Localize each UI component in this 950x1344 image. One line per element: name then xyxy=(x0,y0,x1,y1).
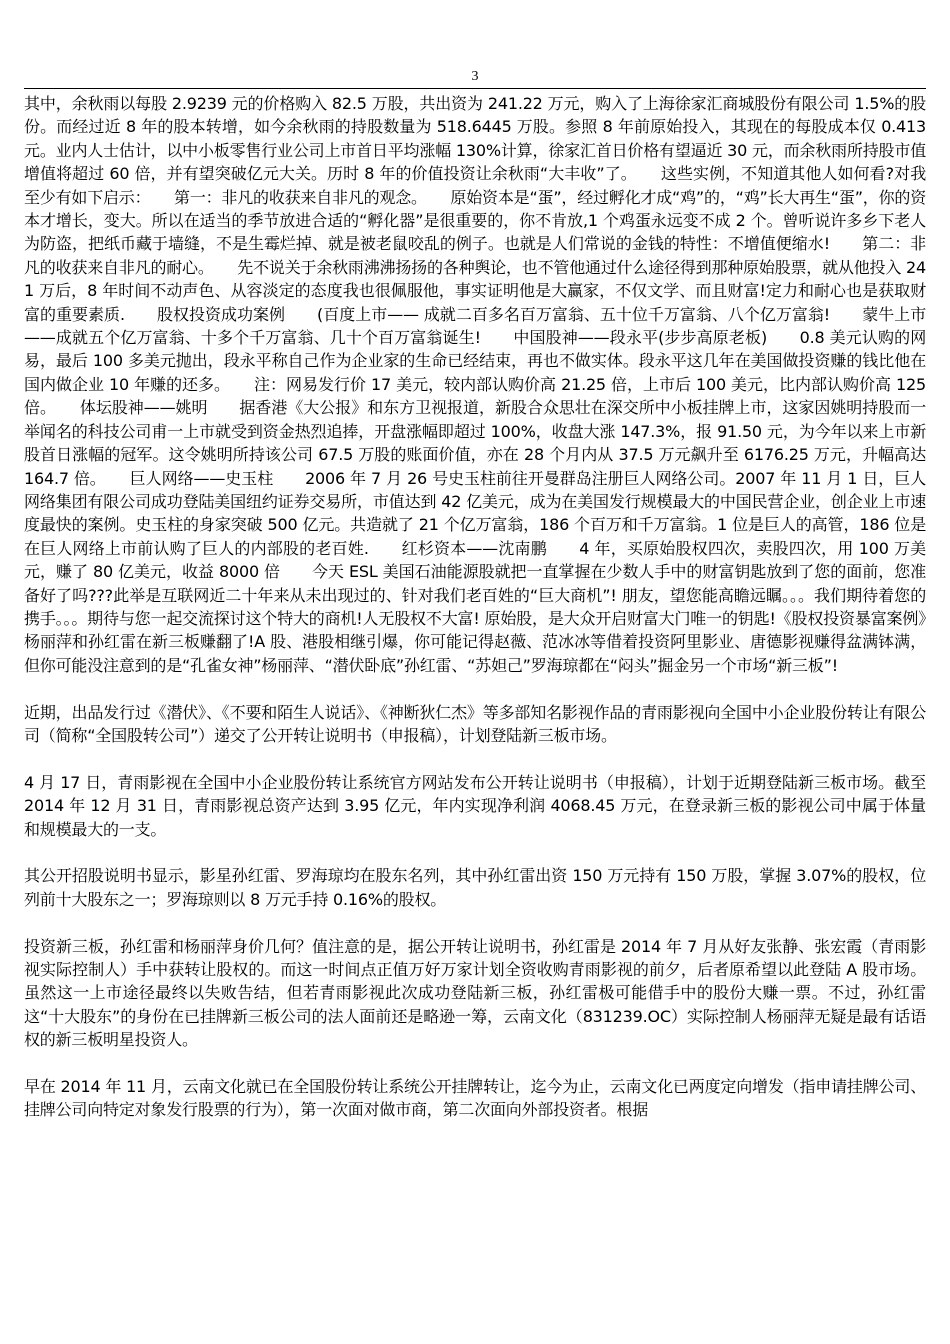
paragraph-1: 其中，余秋雨以每股 2.9239 元的价格购入 82.5 万股，共出资为 241.22 万元，购入了上海徐家汇商城股份有限公司 1.5%的股份。而经过近 8 年的股本转增，如今余秋雨的持股数量为 518.6445 万股。参照 8 年前原始投入，其现在的每股成本仅 0.413 元。业内人士估计，以中小板零售行业公司上市首日平均涨幅 130%计算，徐家汇首日价格有望逼近 30 元，而余秋雨所持股市值增值将超过 60 倍，并有望突破亿元大关。历时 8 年的价值投资让余秋雨“大丰收”了。 这些实例，不知道其他人如何看?对我至少有如下启示： 第一：非凡的收获来自非凡的观念。 原始资本是“蛋”，经过孵化才成“鸡”的，“鸡”长大再生“蛋”，你的资本才增长，变大。所以在适当的季节放进合适的“孵化器”是很重要的，你不肯放,1 个鸡蛋永远变不成 2 个。曾听说许多乡下老人为防盗，把纸币藏于墙缝，不是生霉烂掉、就是被老鼠咬乱的例子。也就是人们常说的金钱的特性：不增值便缩水! 第二：非凡的收获来自非凡的耐心。 先不说关于余秋雨沸沸扬扬的各种舆论，也不管他通过什么途径得到那种原始股票，就从他投入 241 万后，8 年时间不动声色、从容淡定的态度我也很佩服他，事实证明他是大赢家，不仅文学、而且财富!定力和耐心也是获取财富的重要素质. 股权投资成功案例 (百度上市—— 成就二百多名百万富翁、五十位千万富翁、八个亿万富翁! 蒙牛上市——成就五个亿万富翁、十多个千万富翁、几十个百万富翁诞生! 中国股神——段永平(步步高原老板) 0.8 美元认购的网易，最后 100 多美元抛出，段永平称自己作为企业家的生命已经结束，再也不做实体。段永平这几年在美国做投资赚的钱比他在国内做企业 10 年赚的还多。 注：网易发行价 17 美元，较内部认购价高 21.25 倍，上市后 100 美元，比内部认购价高 125 倍。 体坛股神——姚明 据香港《大公报》和东方卫视报道，新股合众思壮在深交所中小板挂牌上市，这家因姚明持股而一举闻名的科技公司甫一上市就受到资金热烈追捧，开盘涨幅即超过 100%，收盘大涨 147.3%，报 91.50 元，为今年以来上市新股首日涨幅的冠军。这令姚明所持该公司 67.5 万股的账面价值，亦在 28 个月内从 37.5 万元飙升至 6176.25 万元，升幅高达 164.7 倍。 巨人网络——史玉柱 2006 年 7 月 26 号史玉柱前往开曼群岛注册巨人网络公司。2007 年 11 月 1 日，巨人网络集团有限公司成功登陆美国纽约证券交易所，市值达到 42 亿美元，成为在美国发行规模最大的中国民营企业，创企业上市速度最快的案例。史玉柱的身家突破 500 亿元。共造就了 21 个亿万富翁，186 个百万和千万富翁。1 位是巨人的高管，186 位是在巨人网络上市前认购了巨人的内部股的老百姓. 红杉资本——沈南鹏 4 年，买原始股权四次，卖股四次，用 100 万美元，赚了 80 亿美元，收益 8000 倍 今天 ESL 美国石油能源股就把一直掌握在少数人手中的财富钥匙放到了您的面前，您准备好了吗???此举是互联网近二十年来从未出现过的、针对我们老百姓的“巨大商机”! 朋友，望您能高瞻远瞩。。。我们期待着您的携手。。。期待与您一起交流探讨这个特大的商机!人无股权不大富! 原始股，是大众开启财富大门唯一的钥匙!《股权投资暴富案例》杨丽萍和孙红雷在新三板赚翻了!A 股、港股相继引爆，你可能记得赵薇、范冰冰等借着投资阿里影业、唐德影视赚得盆满钵满，但你可能没注意到的是“孔雀女神”杨丽萍、“潜伏卧底”孙红雷、“苏妲己”罗海琼都在“闷头”掘金另一个市场“新三板”! xyxy=(24,94,926,675)
document-body xyxy=(24,92,926,1122)
header-rule xyxy=(24,88,926,89)
paragraph-5: 投资新三板，孙红雷和杨丽萍身价几何？值注意的是，据公开转让说明书，孙红雷是 2014 年 7 月从好友张静、张宏霞（青雨影视实际控制人）手中获转让股权的。而这一时间点正值万好万家计划全资收购青雨影视的前夕，后者原希望以此登陆 A 股市场。虽然这一上市途径最终以失败告结，但若青雨影视此次成功登陆新三板，孙红雷极可能借手中的股份大赚一票。不过，孙红雷这“十大股东”的身份在已挂牌新三板公司的法人面前还是略逊一筹，云南文化（831239.OC）实际控制人杨丽萍无疑是最有话语权的新三板明星投资人。 xyxy=(24,936,926,1050)
page-number: 3 xyxy=(471,69,479,84)
paragraph-2: 近期，出品发行过《潜伏》、《不要和陌生人说话》、《神断狄仁杰》等多部知名影视作品的青雨影视向全国中小企业股份转让有限公司（简称“全国股转公司”）递交了公开转让说明书（申报稿），计划登陆新三板市场。 xyxy=(24,702,926,745)
paragraph-6: 早在 2014 年 11 月，云南文化就已在全国股份转让系统公开挂牌转让，迄今为止，云南文化已两度定向增发（指申请挂牌公司、挂牌公司向特定对象发行股票的行为），第一次面对做市商，第二次面向外部投资者。根据 xyxy=(24,1076,926,1120)
paragraph-3: 4 月 17 日，青雨影视在全国中小企业股份转让系统官方网站发布公开转让说明书（申报稿），计划于近期登陆新三板市场。截至 2014 年 12 月 31 日，青雨影视总资产达到 3.95 亿元，年内实现净利润 4068.45 万元，在登录新三板的影视公司中属于体量和规模最大的一支。 xyxy=(24,772,926,839)
paragraph-4: 其公开招股说明书显示，影星孙红雷、罗海琼均在股东名列，其中孙红雷出资 150 万元持有 150 万股，掌握 3.07%的股权，位列前十大股东之一；罗海琼则以 8 万元手持 0.16%的股权。 xyxy=(24,866,926,909)
